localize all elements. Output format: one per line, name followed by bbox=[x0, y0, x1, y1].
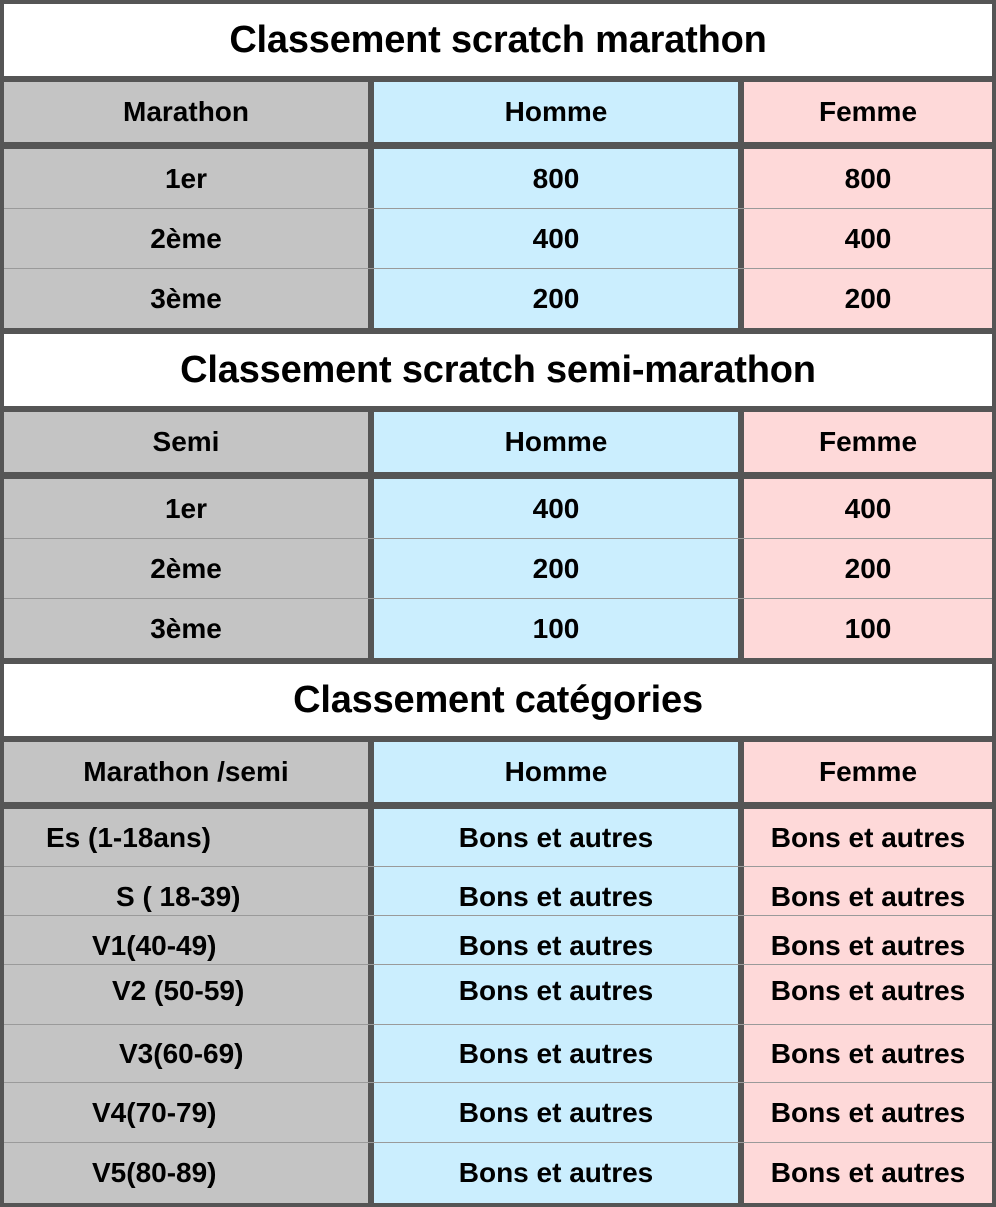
cell-femme: 400 bbox=[744, 479, 992, 538]
row-label: 2ème bbox=[4, 539, 368, 598]
cell-homme: Bons et autres bbox=[374, 1083, 738, 1142]
cell-femme: 200 bbox=[744, 269, 992, 328]
section-title-categories: Classement catégories bbox=[4, 664, 992, 736]
section-title-semi-marathon: Classement scratch semi-marathon bbox=[4, 334, 992, 406]
row-label: S ( 18-39) bbox=[4, 867, 368, 915]
header-category: Marathon bbox=[4, 82, 368, 142]
cell-femme: 200 bbox=[744, 539, 992, 598]
cell-homme: 200 bbox=[374, 539, 738, 598]
cell-homme: 100 bbox=[374, 599, 738, 658]
cell-homme: Bons et autres bbox=[374, 1025, 738, 1082]
row-label: V1(40-49) bbox=[4, 916, 368, 964]
header-femme: Femme bbox=[744, 742, 992, 802]
header-homme: Homme bbox=[374, 742, 738, 802]
row-label: 3ème bbox=[4, 599, 368, 658]
header-homme: Homme bbox=[374, 412, 738, 472]
row-label: 1er bbox=[4, 149, 368, 208]
cell-homme: Bons et autres bbox=[374, 965, 738, 1024]
cell-homme: 200 bbox=[374, 269, 738, 328]
cell-homme: 400 bbox=[374, 479, 738, 538]
cell-femme: Bons et autres bbox=[744, 867, 992, 915]
cell-femme: Bons et autres bbox=[744, 809, 992, 866]
cell-femme: 100 bbox=[744, 599, 992, 658]
row-label: V5(80-89) bbox=[4, 1143, 368, 1203]
row-label: V3(60-69) bbox=[4, 1025, 368, 1082]
row-label: V4(70-79) bbox=[4, 1083, 368, 1142]
cell-femme: Bons et autres bbox=[744, 1025, 992, 1082]
cell-femme: 400 bbox=[744, 209, 992, 268]
row-label: 3ème bbox=[4, 269, 368, 328]
cell-homme: Bons et autres bbox=[374, 867, 738, 915]
cell-femme: Bons et autres bbox=[744, 1083, 992, 1142]
cell-femme: Bons et autres bbox=[744, 1143, 992, 1203]
header-category: Semi bbox=[4, 412, 368, 472]
row-label: 2ème bbox=[4, 209, 368, 268]
cell-homme: Bons et autres bbox=[374, 809, 738, 866]
header-femme: Femme bbox=[744, 82, 992, 142]
row-label: V2 (50-59) bbox=[4, 965, 368, 1024]
cell-homme: Bons et autres bbox=[374, 1143, 738, 1203]
header-homme: Homme bbox=[374, 82, 738, 142]
section-title-marathon: Classement scratch marathon bbox=[4, 4, 992, 76]
cell-homme: Bons et autres bbox=[374, 916, 738, 964]
cell-homme: 400 bbox=[374, 209, 738, 268]
row-label: Es (1-18ans) bbox=[4, 809, 368, 866]
header-femme: Femme bbox=[744, 412, 992, 472]
cell-femme: 800 bbox=[744, 149, 992, 208]
cell-femme: Bons et autres bbox=[744, 965, 992, 1024]
cell-homme: 800 bbox=[374, 149, 738, 208]
header-category: Marathon /semi bbox=[4, 742, 368, 802]
cell-femme: Bons et autres bbox=[744, 916, 992, 964]
row-label: 1er bbox=[4, 479, 368, 538]
